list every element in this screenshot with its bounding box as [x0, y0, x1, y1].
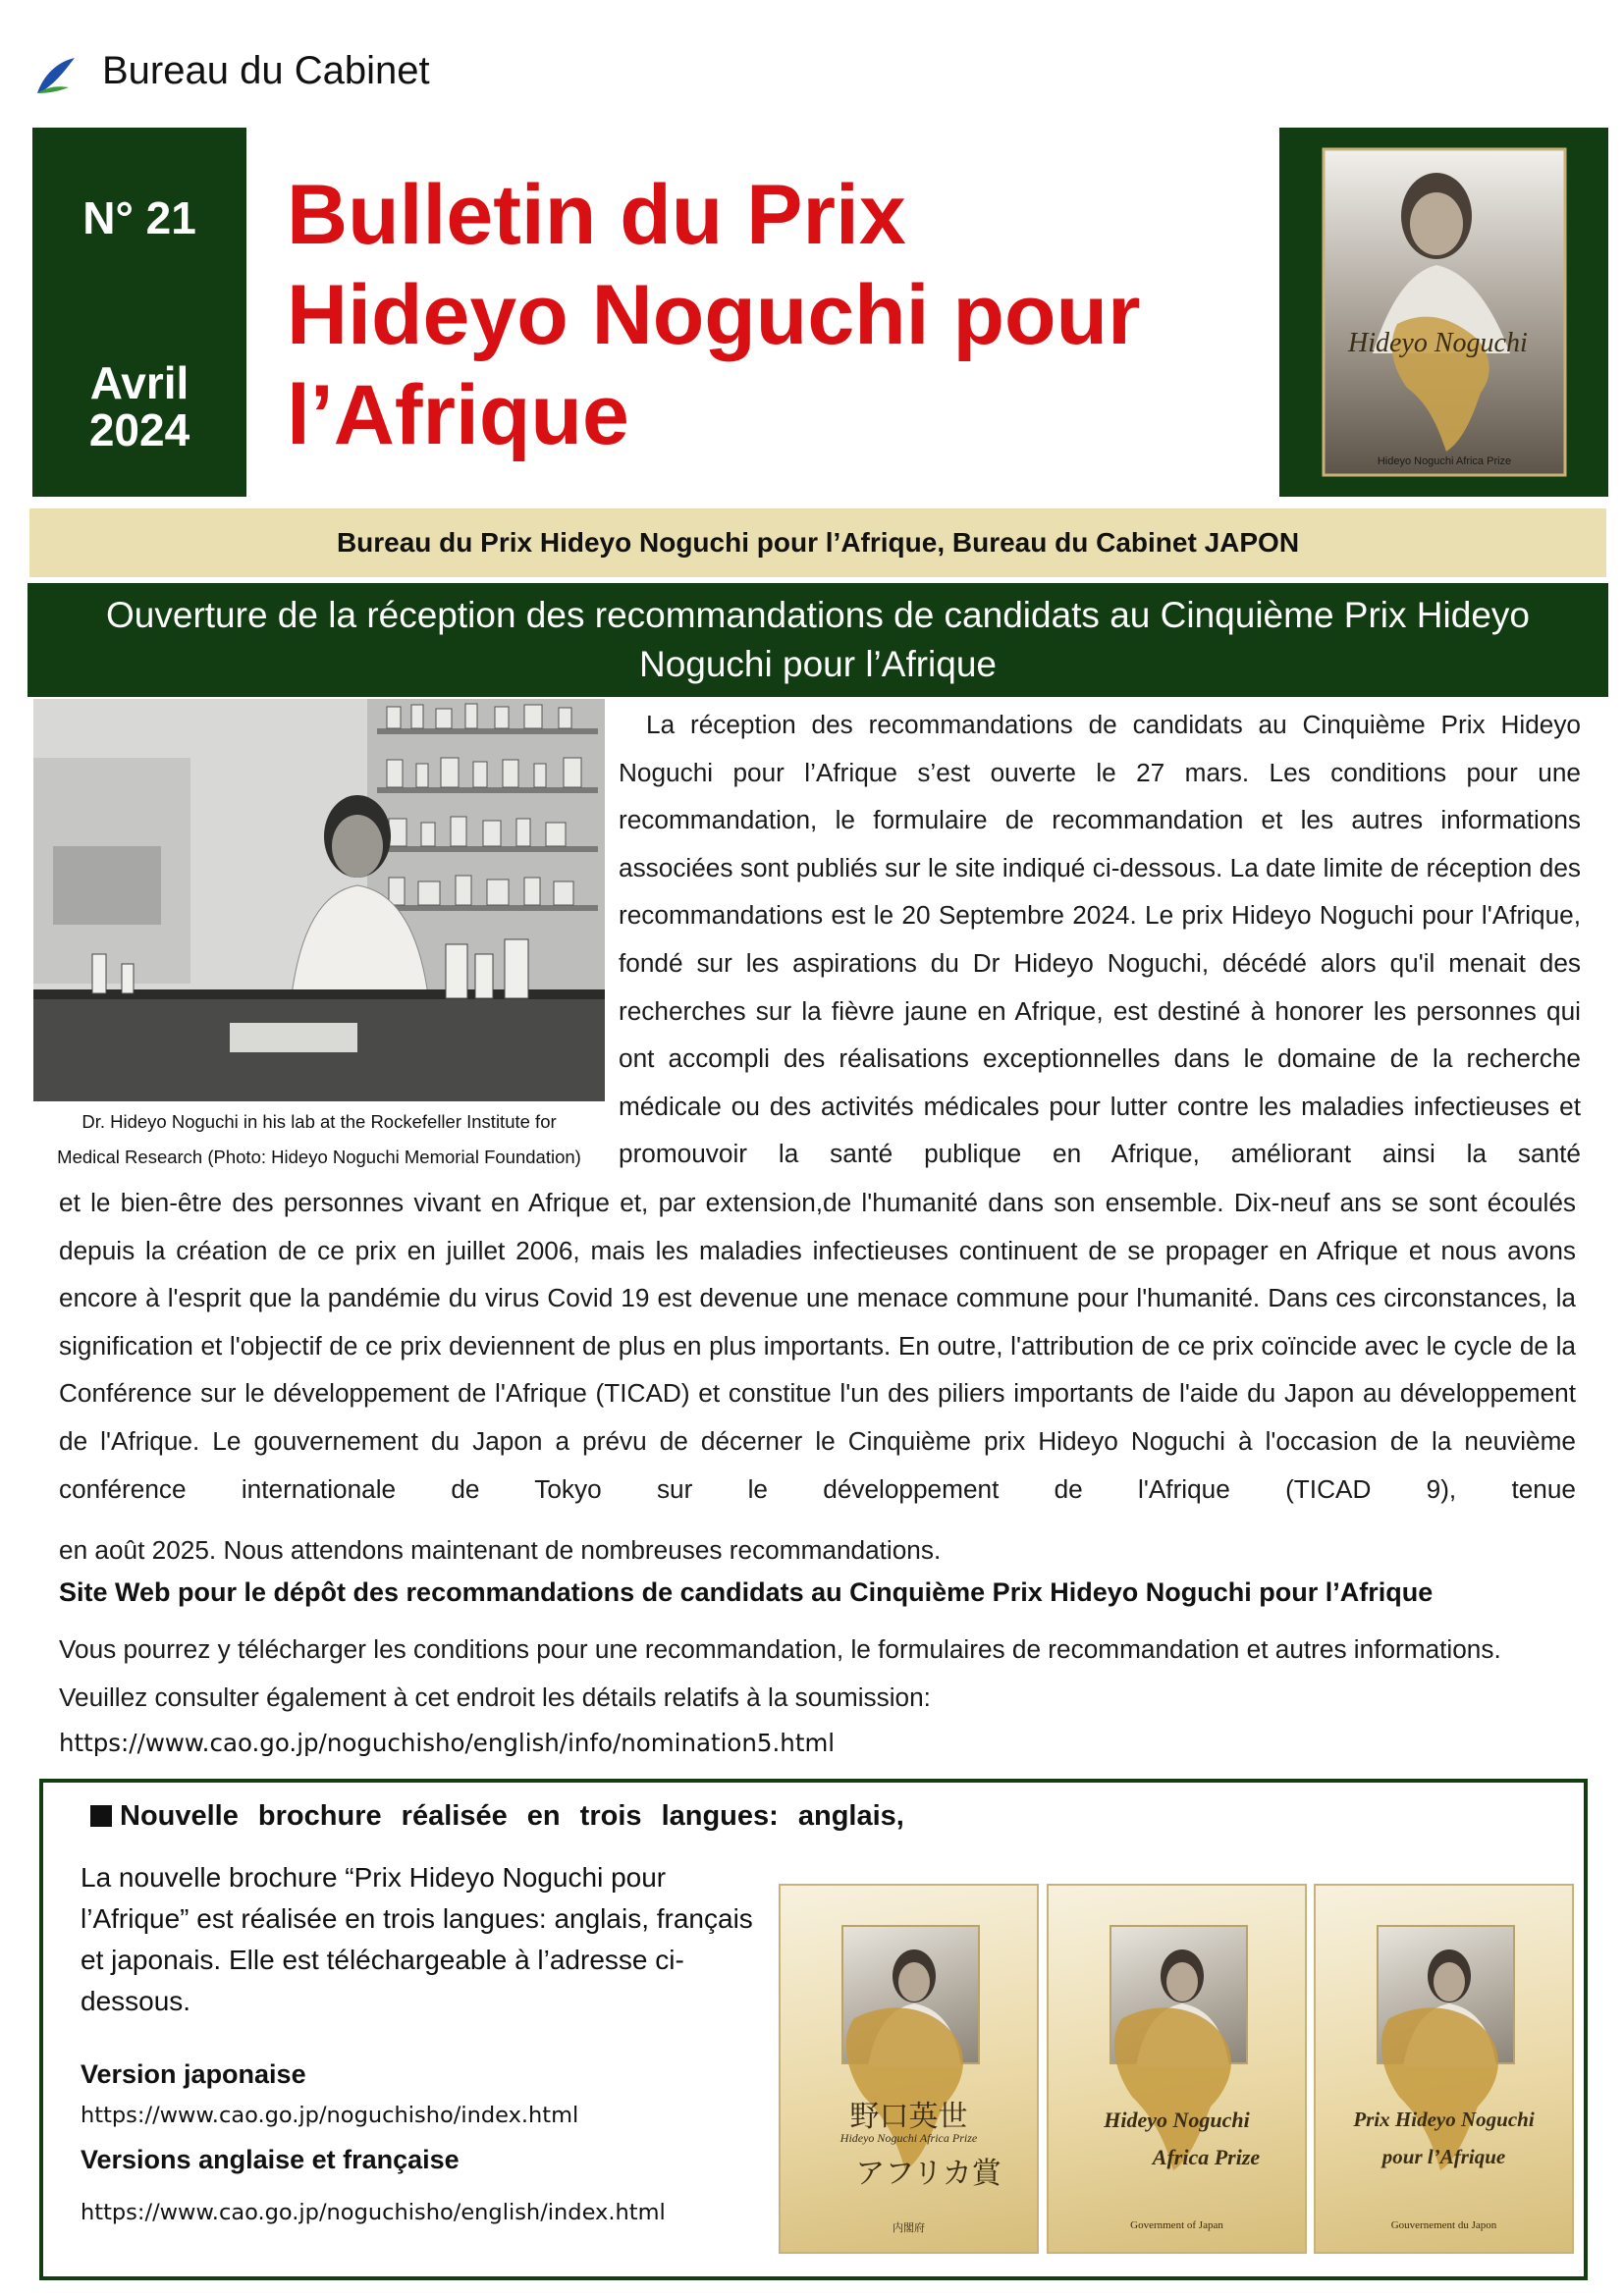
cover-title-en: Hideyo Noguchi: [1104, 2108, 1250, 2132]
issue-date: [32, 359, 246, 454]
square-bullet-icon: [90, 1805, 112, 1827]
issue-year: 2024: [88, 404, 190, 455]
title-line-2: Hideyo Noguchi pour: [287, 268, 1141, 362]
article-text-a: La réception des recommandations de candidats au Cinquième Prix Hideyo Noguchi pour l’Afrique s’est ouverte le 27 mars. Les conditions pour une recommandation, le formulaire de recommandation et les autres informations associées sont publiés sur le site indiqué ci-dessous. La date limite de réception des recommandations est le 20 Septembre 2024. Le prix Hideyo Noguchi pour l'Afrique, fondé sur les aspirations du Dr Hideyo Noguchi, décédé alors qu'il menait des recherches sur la fièvre jaune en Afrique, est destiné à honorer les personnes qui ont accompli des réalisations exceptionnelles dans le domaine de la recherche médicale ou des activités médicales pour lutter contre les maladies infectieuses et promouvoir la santé publique en Afrique, améliorant ainsi la santé: [619, 710, 1581, 1169]
issue-month: Avril: [89, 357, 189, 408]
headline: [27, 583, 1608, 697]
cover-footer-en: Government of Japan: [1130, 2219, 1223, 2231]
title-line-3: l’Afrique: [287, 368, 629, 462]
issue-number: N° 21: [82, 192, 196, 243]
lab-photo: [33, 699, 605, 1101]
article-paragraph-part-c: en août 2025. Nous attendons maintenant de nombreuses recommandations.: [59, 1535, 942, 1565]
photo-caption: [29, 1104, 609, 1175]
brochure-cover-japanese: [779, 1884, 1039, 2254]
cover-title-jp-2: アフリカ賞: [855, 2157, 1001, 2191]
org-name: Bureau du Cabinet: [102, 49, 430, 92]
office-subheader: Bureau du Prix Hideyo Noguchi pour l’Afrique, Bureau du Cabinet JAPON: [29, 508, 1606, 577]
brochure-section: [39, 1779, 1588, 2280]
cover-subtitle-fr: pour l’Afrique: [1381, 2145, 1506, 2168]
japanese-version-label: Version japonaise: [81, 2059, 306, 2089]
website-heading: Site Web pour le dépôt des recommandations de candidats au Cinquième Prix Hideyo Noguchi pour l’Afrique: [59, 1577, 1434, 1607]
article-paragraph-part-b: et le bien-être des personnes vivant en Afrique et, par extension,de l'humanité dans son ensemble. Dix-neuf ans se sont écoulés depuis la création de ce prix en juillet 2006, mais les maladies infectieuses continuent de se propager en Afrique et nous avons encore à l'esprit que la pandémie du virus Covid 19 est devenue une menace commune pour l'humanité. Dans ces circonstances, la signification et l'objectif de ce prix deviennent de plus en plus importants. En outre, l'attribution de ce prix coïncide avec le cycle de la Conférence sur le développement de l'Afrique (TICAD) et constitue l'un des piliers importants de l'aide du Japon au développement de l'Afrique. Le gouvernement du Japon a prévu de décerner le Cinquième prix Hideyo Noguchi à l'occasion de la neuvième conférence internationale de Tokyo sur le développement de l'Afrique (TICAD 9), tenue: [59, 1188, 1576, 1504]
africa-map-icon: [825, 1979, 992, 2175]
english-french-version-link[interactable]: https://www.cao.go.jp/noguchisho/english/index.html: [81, 2200, 666, 2225]
article-paragraph-part-a: [619, 701, 1581, 1178]
cover-title-fr: Prix Hideyo Noguchi: [1353, 2108, 1535, 2131]
brochure-heading: [90, 1800, 904, 1833]
issue-box: [32, 128, 246, 497]
cover-caption: Hideyo Noguchi Africa Prize: [1377, 455, 1512, 467]
cover-footer-fr: Gouvernement du Japon: [1390, 2219, 1497, 2231]
cover-portrait-image: [1279, 128, 1608, 497]
brochure-cover-english: [1047, 1884, 1307, 2254]
brochure-cover-french: [1314, 1884, 1574, 2254]
cover-subtitle-en: Africa Prize: [1152, 2145, 1261, 2169]
brochure-description: La nouvelle brochure “Prix Hideyo Noguchi pour l’Afrique” est réalisée en trois langues: anglais, français et japonais. Elle est téléchargeable à l’adresse ci-dessous.: [81, 1862, 753, 2016]
headline-line-1: Ouverture de la réception des recommandations de candidats au Cinquième Prix Hideyo: [106, 595, 1530, 635]
headline-line-2: Noguchi pour l’Afrique: [638, 644, 998, 684]
photo-caption-line-1: Dr. Hideyo Noguchi in his lab at the Rockefeller Institute for: [81, 1111, 557, 1132]
cover-subtitle-jp: Hideyo Noguchi Africa Prize: [839, 2131, 978, 2145]
photo-caption-line-2: Medical Research (Photo: Hideyo Noguchi Memorial Foundation): [57, 1147, 581, 1167]
website-description: Vous pourrez y télécharger les conditions pour une recommandation, le formulaires de recommandation et autres informations. Veuillez consulter également à cet endroit les détails relatifs à la soumission:: [59, 1634, 1501, 1712]
cover-signature: Hideyo Noguchi: [1348, 328, 1528, 358]
nomination-link[interactable]: https://www.cao.go.jp/noguchisho/english/info/nomination5.html: [59, 1729, 836, 1757]
english-french-version-label: Versions anglaise et française: [81, 2145, 460, 2174]
bulletin-title: [287, 165, 1269, 465]
brochure-heading-text: Nouvelle brochure réalisée en trois langues: anglais,: [120, 1800, 904, 1832]
japanese-version-link[interactable]: https://www.cao.go.jp/noguchisho/index.html: [81, 2103, 579, 2128]
cover-footer-jp: 内閣府: [893, 2222, 925, 2234]
noguchi-lab-photo-image: [33, 699, 605, 1101]
title-line-1: Bulletin du Prix: [287, 168, 906, 262]
cabinet-feather-logo: [33, 54, 77, 97]
cover-title-jp: 野口英世: [849, 2100, 968, 2134]
cover-thumbnail: [1279, 128, 1608, 497]
